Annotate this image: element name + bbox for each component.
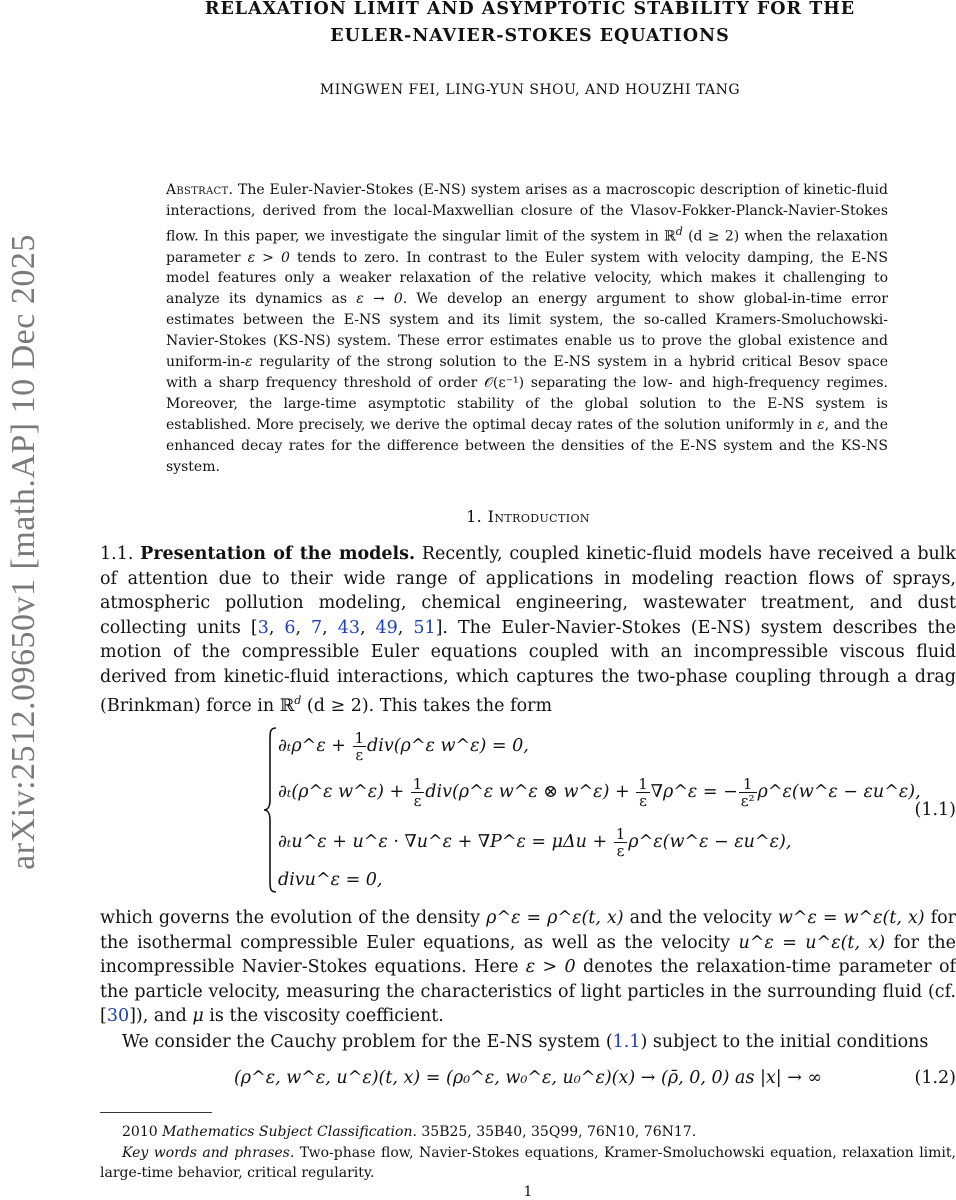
fraction (614, 826, 628, 859)
initial-condition-expression (100, 1068, 956, 1088)
intro-text-1a: Recently, coupled kinetic-fluid models have received a bulk of attention due to their wide range of applications in modeling reaction flows of sprays, atmospheric pollution modeling, chemical engineering, wastewater treatment, and dust collecting units [ (100, 544, 956, 638)
msc-label: Mathematics Subject Classification. (162, 1124, 417, 1140)
abstract-text-7: , and the enhanced decay rates for the difference between the densities of the E-NS system and the KS-NS system. (166, 417, 888, 476)
abstract-text-6: separating the low- and high-frequency regimes. Moreover, the large-time asymptotic stability of the global solution to the E-NS system is established. More precisely, we derive the optimal decay rates of the solution uniformly in (166, 375, 888, 434)
equation-reference-link[interactable]: 1.1 (612, 1032, 641, 1052)
citation-link[interactable]: 51 (413, 617, 436, 638)
intro-paragraph-3 (100, 1030, 956, 1055)
eq1-term-b: div(ρ^ε w^ε) = 0, (367, 736, 529, 756)
fraction-denominator: ε (616, 842, 625, 860)
fraction-denominator: ε (355, 746, 364, 764)
section-title: Introduction (487, 507, 590, 526)
fraction (636, 776, 650, 809)
eq3-term-b: ρ^ε(w^ε − εu^ε), (628, 832, 792, 852)
eq3-term-a: ∂ₜu^ε + u^ε · ∇u^ε + ∇P^ε = μΔu + (278, 832, 613, 852)
space-symbol: ℝ (279, 695, 295, 716)
keywords-text: Two-phase flow, Navier-Stokes equations, Kramer-Smoluchowski equation, relaxation limit, large-time behavior, critical regularity. (100, 1144, 956, 1181)
fraction-numerator: 1 (354, 729, 365, 747)
fraction (411, 776, 425, 809)
equation-line-3 (278, 826, 791, 859)
abstract-text-4: . We develop an energy argument to show global-in-time error estimates between the E-NS system and its limit system, the so-called Kramers-Smoluchowski-Navier-Stokes (KS-NS) system. These error estimates enable us to prove the global existence and uniform-in- (166, 291, 889, 371)
keywords-label: Key words and phrases. (122, 1144, 295, 1161)
equation-number: (1.2) (914, 1068, 956, 1088)
fraction-numerator: 1 (615, 825, 626, 843)
equation-line-2 (278, 776, 921, 809)
citation-link[interactable]: 49 (375, 617, 398, 638)
equation-line-1 (278, 730, 529, 763)
epsilon-condition: ε > 0 (525, 957, 576, 977)
msc-year: 2010 (122, 1124, 163, 1140)
epsilon-symbol: ε (245, 354, 253, 371)
intro-text-2a: which governs the evolution of the density (100, 908, 487, 928)
title-line-1: RELAXATION LIMIT AND ASYMPTOTIC STABILITY FOR THE (204, 0, 856, 19)
keywords-footnote (100, 1143, 956, 1184)
section-heading (100, 507, 956, 526)
footnotes (100, 1122, 956, 1184)
viscosity-symbol: μ (192, 1006, 204, 1026)
fraction-numerator: 1 (638, 775, 648, 793)
fraction (353, 730, 367, 763)
intro-paragraph-2 (100, 906, 956, 1029)
equation-system-1-1 (262, 726, 956, 898)
subsection-number: 1.1. (100, 544, 134, 564)
abstract-text-1: The Euler-Navier-Stokes (E-NS) system arises as a macroscopic description of kinetic-fluid interactions, derived from the local-Maxwellian closure of the Vlasov-Fokker-Planck-Navier-Stokes flow. In this paper, we investigate the singular limit of the system in (166, 182, 888, 245)
velocity-u-definition: u^ε = u^ε(t, x) (738, 932, 886, 953)
eq2-term-a: ∂ₜ(ρ^ε w^ε) + (278, 782, 410, 802)
intro-paragraph-1: 1.1. Presentation of the models. Recently, coupled kinetic-fluid models have received a bulk of attention due to their wide range of applications in modeling reaction flows of sprays, atmospheric pollution modeling, chemical engineering, wastewater treatment, and dust collecting units [3, 6, 7, 43, 49, 51]. The Euler-Navier-Stokes (E-NS) system describes the motion of the compressible Euler equations coupled with an incompressible viscous fluid derived from kinetic-fluid interactions, which captures the two-phase coupling through a drag (Brinkman) force in ℝ$^d$ (d ≥ 2). This takes the form (100, 544, 956, 716)
intro-text-2d: for the incompressible Navier-Stokes equations. Here (100, 932, 956, 977)
fraction (739, 776, 757, 809)
abstract-text-2: when the relaxation parameter (166, 228, 889, 266)
epsilon-condition: ε > 0 (247, 249, 290, 266)
fraction-numerator: 1 (412, 775, 423, 793)
abstract (166, 180, 888, 478)
intro-text-2g: is the viscosity coefficient. (203, 1006, 444, 1026)
velocity-w-definition: w^ε = w^ε(t, x) (777, 908, 925, 928)
citation-link[interactable]: 6 (284, 617, 296, 638)
equation-1-2 (100, 1068, 956, 1094)
eq2-term-b: div(ρ^ε w^ε ⊗ w^ε) + (425, 782, 636, 802)
subsection-title: Presentation of the models. (140, 544, 416, 564)
section-number: 1. (466, 507, 483, 526)
arxiv-sidebar-stamp (2, 192, 46, 912)
equation-line-4 (278, 870, 383, 890)
intro-text-3a: We consider the Cauchy problem for the E-NS system ( (122, 1032, 613, 1052)
equation-number: (1.1) (914, 800, 956, 820)
epsilon-limit: ε → 0 (356, 291, 403, 308)
citation-link[interactable]: 3 (257, 617, 269, 638)
intro-text-2b: and the velocity (623, 908, 778, 928)
intro-text-2c: for the isothermal compressible Euler equations, as well as the velocity (100, 908, 956, 953)
dimension-condition: (d ≥ 2) (682, 228, 740, 245)
left-brace (262, 726, 278, 894)
intro-text-2e: denotes the relaxation-time parameter of the particle velocity, measuring the characteristics of light particles in the surrounding fluid (cf. [ (100, 957, 956, 1026)
eq2-term-c: ∇ρ^ε = − (650, 782, 738, 802)
fraction-denominator: ε² (740, 792, 755, 810)
fraction-denominator: ε (413, 792, 422, 810)
eq2-term-d: ρ^ε(w^ε − εu^ε), (757, 782, 921, 802)
page-number: 1 (523, 1184, 533, 1200)
abstract-label: Abstract. (166, 182, 234, 198)
title-line-2: EULER-NAVIER-STOKES EQUATIONS (330, 26, 730, 46)
footnote-rule (100, 1112, 212, 1113)
abstract-text-5: regularity of the strong solution to the E-NS system in a hybrid critical Besov space with a sharp frequency threshold of order (166, 354, 888, 392)
paper-title (140, 0, 920, 50)
eq4-term: divu^ε = 0, (278, 870, 383, 890)
author-list: MINGWEN FEI, LING-YUN SHOU, AND HOUZHI TANG (319, 82, 741, 98)
arxiv-identifier: arXiv:2512.09650v1 [math.AP] 10 Dec 2025 (5, 234, 42, 870)
msc-codes: 35B25, 35B40, 35Q99, 76N10, 76N17. (416, 1124, 697, 1140)
citation-link[interactable]: 7 (311, 617, 323, 638)
dimension-symbol: d (294, 694, 302, 707)
intro-text-2f: ]), and (129, 1006, 193, 1026)
dimension-symbol: d (675, 224, 683, 238)
fraction-denominator: ε (639, 792, 647, 810)
citation-link[interactable]: 43 (337, 617, 360, 638)
epsilon-symbol: ε (817, 417, 825, 434)
density-definition: ρ^ε = ρ^ε(t, x) (486, 908, 624, 928)
intro-text-3b: ) subject to the initial conditions (640, 1032, 929, 1052)
eq1-term-a: ∂ₜρ^ε + (278, 736, 352, 756)
citation-link[interactable]: 30 (106, 1006, 130, 1026)
fraction-numerator: 1 (739, 776, 757, 793)
space-symbol: ℝ (664, 228, 676, 245)
frequency-order: 𝒪(ε⁻¹) (484, 375, 525, 392)
intro-text-1b: ]. The Euler-Navier-Stokes (E-NS) system describes the motion of the compressible Euler equations coupled with an incompressible viscous fluid derived from kinetic-fluid interactions, which captures the two-phase coupling through a drag (Brinkman) force in (100, 617, 956, 716)
equation-1-2-text: (ρ^ε, w^ε, u^ε)(t, x) = (ρ₀^ε, w₀^ε, u₀^ε)(x) → (ρ̄, 0, 0) as |x| → ∞ (233, 1068, 823, 1088)
intro-text-1c: (d ≥ 2). This takes the form (301, 695, 553, 716)
msc-footnote (100, 1122, 956, 1143)
abstract-text-3: tends to zero. In contrast to the Euler system with velocity damping, the E-NS model features only a weaker relaxation of the relative velocity, which makes it challenging to analyze its dynamics as (166, 249, 888, 308)
